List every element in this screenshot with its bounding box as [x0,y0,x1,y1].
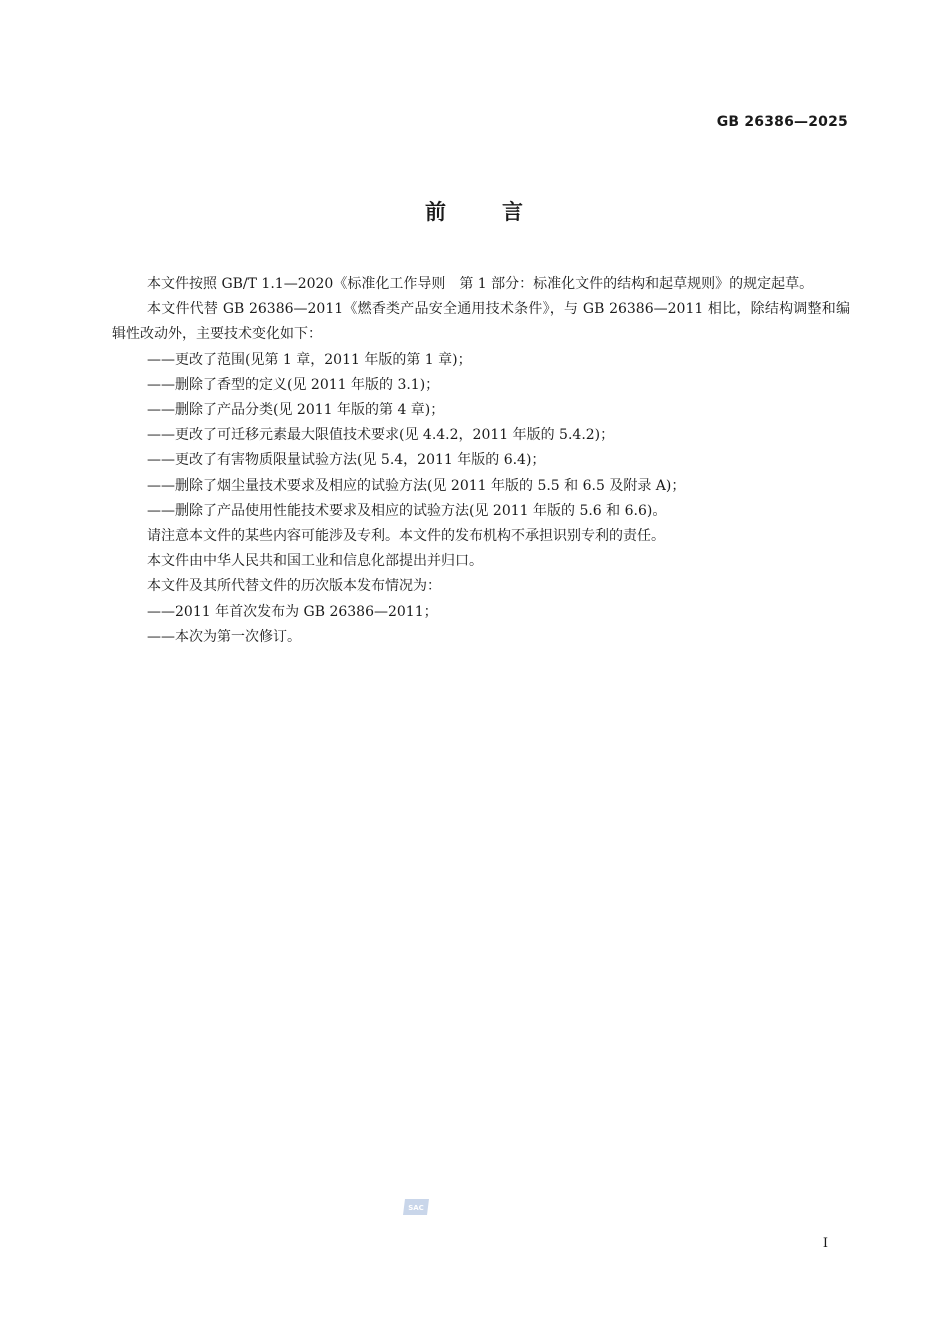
watermark-text: SAC [408,1204,424,1212]
list-item: ——更改了范围(见第 1 章，2011 年版的第 1 章)； [147,351,472,368]
standard-number: GB 26386—2025 [716,114,848,130]
list-item: ——删除了产品使用性能技术要求及相应的试验方法(见 2011 年版的 5.6 和 6.6)。 [147,502,667,519]
foreword-body [112,272,850,650]
list-item: ——更改了有害物质限量试验方法(见 5.4，2011 年版的 6.4)； [147,452,546,469]
title-char-1: 前 [425,200,448,224]
list-item: ——2011 年首次发布为 GB 26386—2011； [147,603,438,620]
paragraph-drafting-rules: 本文件按照 GB/T 1.1—2020《标准化工作导则 第 1 部分：标准化文件的结构和起草规则》的规定起草。 [147,276,814,292]
list-item: ——删除了香型的定义(见 2011 年版的 3.1)； [147,376,440,393]
list-item: ——删除了烟尘量技术要求及相应的试验方法(见 2011 年版的 5.5 和 6.5 及附录 A)； [147,477,686,494]
list-item: ——本次为第一次修订。 [147,628,301,645]
paragraph-replaces: 本文件代替 GB 26386—2011《燃香类产品安全通用技术条件》，与 GB 26386—2011 相比，除结构调整和编辑性改动外，主要技术变化如下： [112,301,850,343]
sac-watermark-logo [402,1197,430,1217]
paragraph-proposer: 本文件由中华人民共和国工业和信息化部提出并归口。 [147,553,483,570]
title-char-2: 言 [502,200,525,224]
paragraph-history-intro: 本文件及其所代替文件的历次版本发布情况为： [147,578,441,595]
page-title [0,196,950,226]
paragraph-patent-notice: 请注意本文件的某些内容可能涉及专利。本文件的发布机构不承担识别专利的责任。 [147,528,665,545]
list-item: ——更改了可迁移元素最大限值技术要求(见 4.4.2，2011 年版的 5.4.2)； [147,427,615,444]
page-number: I [822,1236,828,1251]
sac-logo-icon [402,1197,430,1217]
list-item: ——删除了产品分类(见 2011 年版的第 4 章)； [147,402,445,419]
